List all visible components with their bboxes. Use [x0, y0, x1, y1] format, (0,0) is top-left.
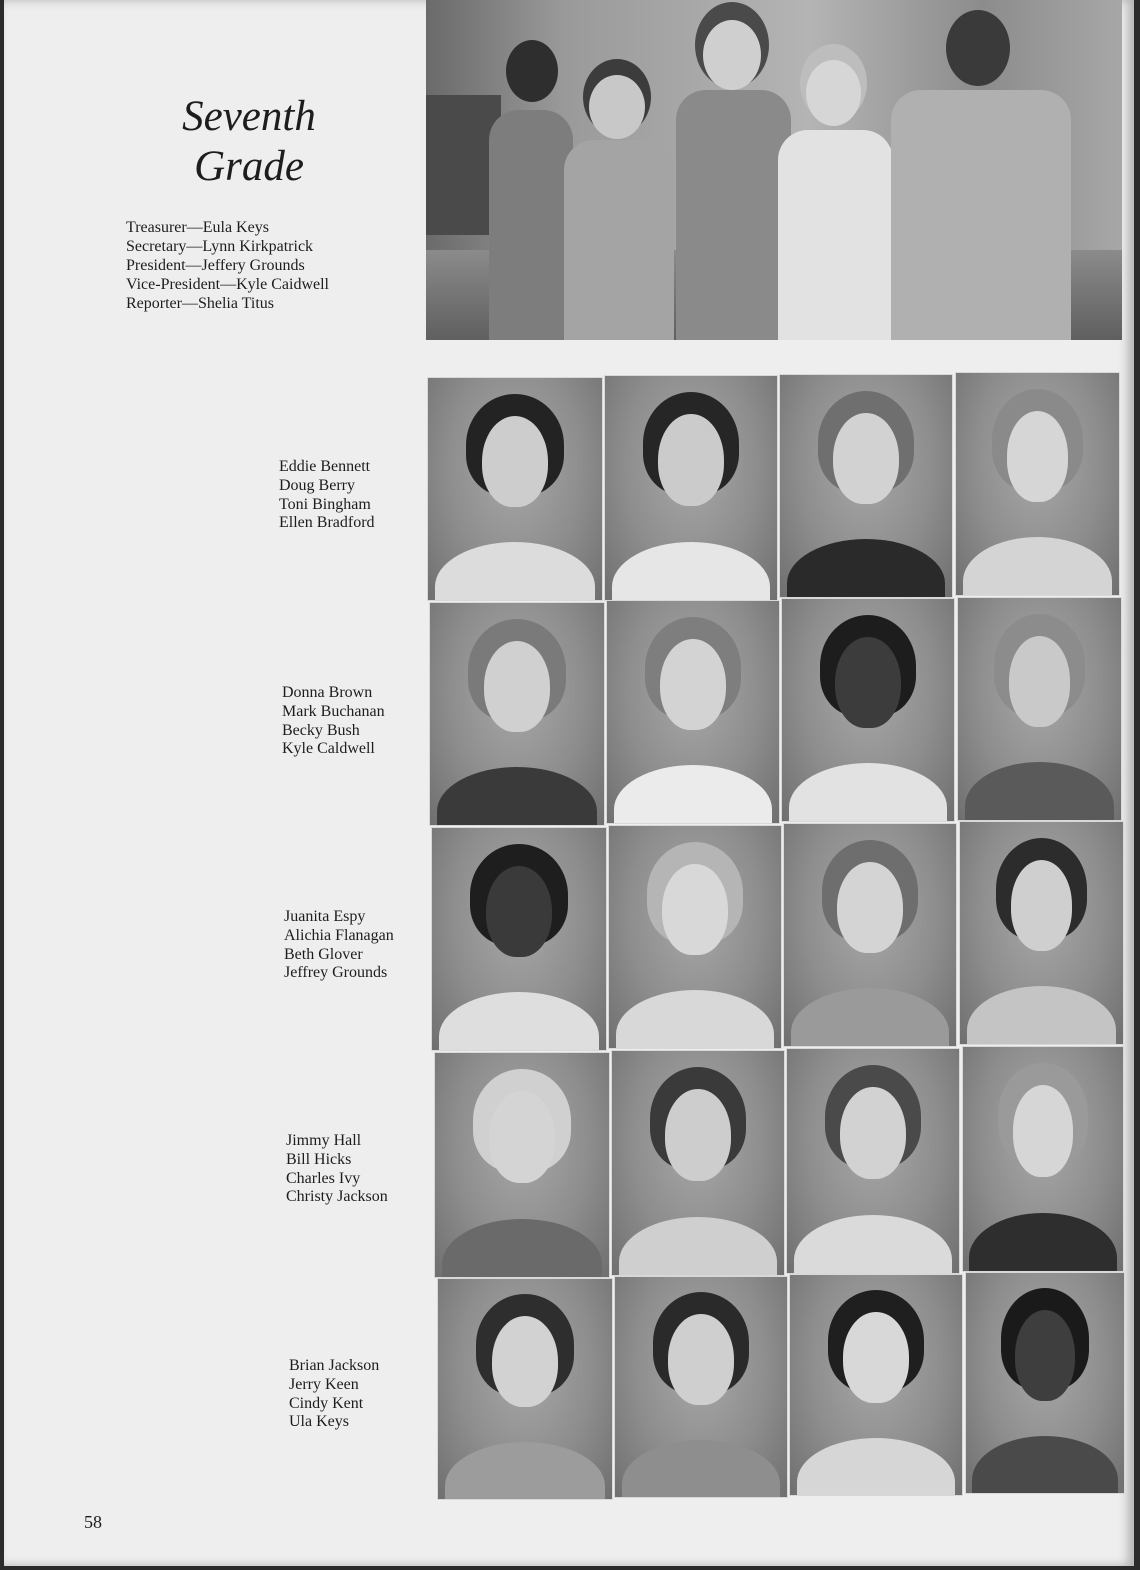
- page-number: 58: [84, 1512, 102, 1532]
- student-name: Jeffrey Grounds: [284, 964, 388, 982]
- page-title: [164, 92, 334, 192]
- student-portrait: [784, 824, 956, 1046]
- row-3-names: [284, 908, 394, 983]
- officer-vice-president: Vice-President—Kyle Caidwell: [126, 276, 329, 293]
- student-name: Charles Ivy: [286, 1169, 361, 1187]
- student-name: Donna Brown: [282, 684, 373, 701]
- officer-president: President—Jeffery Grounds: [126, 257, 305, 274]
- row-1-names: [279, 458, 375, 533]
- student-portrait: [966, 1273, 1124, 1493]
- student-portrait: [780, 375, 952, 597]
- student-name: Kyle Caldwell: [282, 740, 375, 758]
- student-portrait: [428, 378, 602, 600]
- student-portrait: [958, 598, 1121, 820]
- student-portrait: [430, 603, 604, 825]
- student-portrait: [963, 1047, 1123, 1271]
- student-portrait: [605, 376, 777, 600]
- row-2-names: [282, 684, 385, 759]
- student-portrait: [787, 1049, 959, 1273]
- student-portrait: [435, 1053, 609, 1277]
- student-name: Jerry Keen: [289, 1375, 359, 1393]
- student-portrait: [432, 828, 606, 1050]
- student-portrait: [956, 373, 1119, 595]
- student-portrait: [782, 599, 954, 821]
- group-person-4: [776, 60, 896, 340]
- title-line-1: Seventh: [182, 93, 316, 140]
- student-name: Beth Glover: [284, 945, 363, 963]
- officers-group-photo: [426, 0, 1122, 340]
- student-name: Cindy Kent: [289, 1394, 364, 1412]
- officer-reporter: Reporter—Shelia Titus: [126, 295, 275, 312]
- student-name: Brian Jackson: [289, 1357, 380, 1374]
- student-name: Doug Berry: [279, 476, 355, 494]
- student-name: Ula Keys: [289, 1413, 349, 1431]
- yearbook-page: [4, 0, 1134, 1566]
- student-name: Eddie Bennett: [279, 458, 371, 475]
- row-5-names: [289, 1357, 379, 1432]
- student-portrait: [607, 601, 779, 823]
- group-person-2: [559, 75, 679, 340]
- student-portrait: [615, 1277, 787, 1497]
- student-portrait: [612, 1051, 784, 1275]
- officer-treasurer: Treasurer—Eula Keys: [126, 219, 269, 236]
- title-line-2: Grade: [194, 143, 304, 190]
- row-4-names: [286, 1132, 388, 1207]
- group-person-5: [886, 10, 1076, 340]
- student-name: Ellen Bradford: [279, 514, 375, 532]
- student-name: Alichia Flanagan: [284, 926, 394, 944]
- student-name: Becky Bush: [282, 721, 360, 739]
- student-name: Christy Jackson: [286, 1188, 388, 1206]
- officer-secretary: Secretary—Lynn Kirkpatrick: [126, 238, 314, 255]
- student-name: Toni Bingham: [279, 495, 371, 513]
- student-name: Juanita Espy: [284, 908, 366, 925]
- student-name: Jimmy Hall: [286, 1132, 362, 1149]
- student-name: Bill Hicks: [286, 1150, 352, 1168]
- student-portrait: [790, 1275, 962, 1495]
- officers-list: [126, 218, 329, 313]
- student-portrait: [609, 826, 781, 1048]
- student-portrait: [960, 822, 1123, 1044]
- student-portrait: [438, 1279, 612, 1499]
- student-name: Mark Buchanan: [282, 702, 385, 720]
